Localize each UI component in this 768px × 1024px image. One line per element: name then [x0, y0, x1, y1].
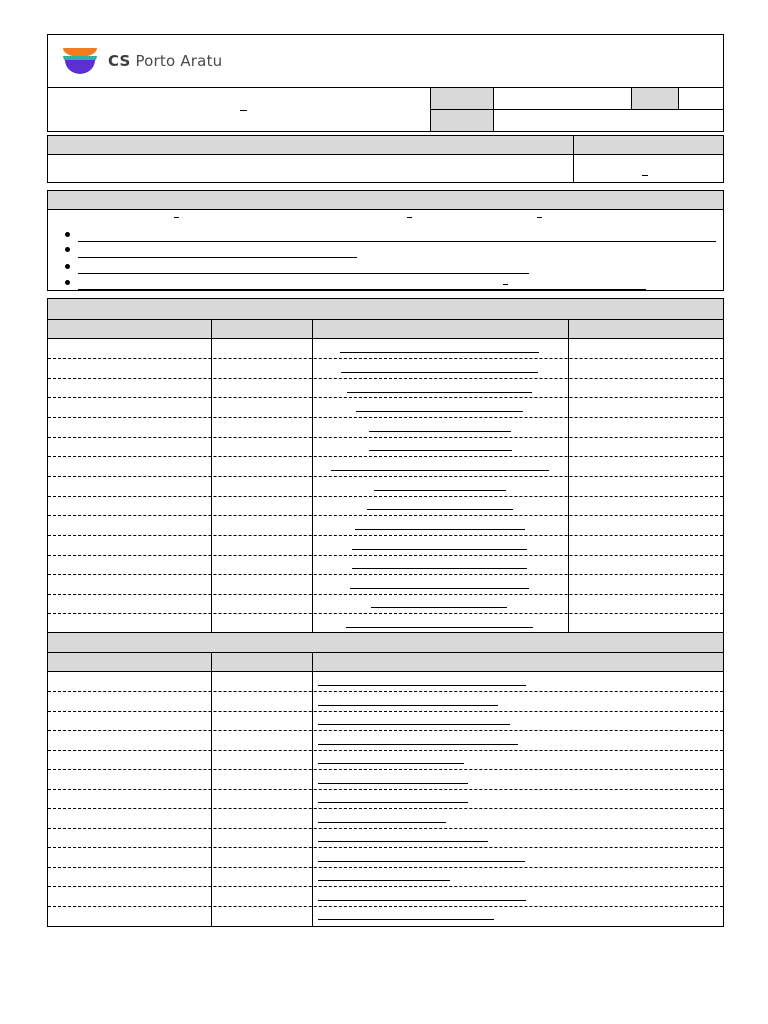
section1-line	[355, 529, 525, 530]
title-info-box	[47, 87, 724, 132]
company-logo-icon	[62, 46, 98, 76]
section2-line	[318, 802, 468, 803]
table-row	[48, 515, 723, 516]
info-label-cell-2	[431, 110, 493, 131]
section1-line	[341, 372, 538, 373]
section2-line	[318, 822, 446, 823]
table-row	[48, 750, 723, 751]
brand-regular: Porto Aratu	[135, 52, 223, 70]
section2-line	[318, 783, 468, 784]
notes-line-4	[78, 289, 646, 290]
brand-bold: CS	[108, 52, 131, 70]
section2-line	[318, 919, 494, 920]
table-row	[48, 358, 723, 359]
section1-line	[369, 431, 511, 432]
bullet-3	[65, 264, 70, 269]
section2-line	[318, 861, 525, 862]
table-row	[48, 789, 723, 790]
table-row	[48, 397, 723, 398]
notes-line-1	[78, 241, 716, 242]
section1-rows	[48, 320, 723, 632]
section2-line	[318, 685, 526, 686]
section1-line	[331, 470, 549, 471]
table-row	[48, 456, 723, 457]
table-row	[48, 886, 723, 887]
info-value-row-1	[494, 109, 723, 110]
section1-line	[352, 568, 527, 569]
company-name	[108, 52, 222, 70]
description-header	[48, 136, 723, 155]
section2-line	[318, 724, 510, 725]
section1-line	[350, 588, 529, 589]
table-row	[48, 574, 723, 575]
section1-line	[371, 607, 507, 608]
section2-title-bar	[48, 632, 723, 653]
header-box	[47, 34, 724, 88]
section1-line	[367, 509, 513, 510]
section2-line	[318, 880, 450, 881]
table-row	[48, 437, 723, 438]
table-row	[48, 535, 723, 536]
section2-line	[318, 900, 526, 901]
section2-line	[318, 705, 498, 706]
table-row	[48, 417, 723, 418]
table-row	[48, 711, 723, 712]
notes-line-2	[78, 257, 357, 258]
section2-rows	[48, 653, 723, 926]
table-row	[48, 691, 723, 692]
bullet-1	[65, 232, 70, 237]
table-row	[48, 613, 723, 614]
bullet-2	[65, 247, 70, 252]
notes-box	[47, 190, 724, 291]
table-row	[48, 906, 723, 907]
table-row	[48, 378, 723, 379]
table-row	[48, 847, 723, 848]
title-dash	[240, 110, 247, 111]
table-row	[48, 555, 723, 556]
table-row	[48, 867, 723, 868]
section1-line	[352, 549, 527, 550]
notes-header	[48, 191, 723, 210]
section2-line	[318, 744, 518, 745]
section1-line	[369, 450, 512, 451]
table-row	[48, 769, 723, 770]
description-dash	[642, 175, 648, 176]
section1-line	[356, 411, 523, 412]
bullet-4	[65, 280, 70, 285]
section1-title-bar	[48, 299, 723, 320]
section2-line	[318, 763, 464, 764]
section2-line	[318, 841, 488, 842]
section1-line	[347, 392, 532, 393]
info-label-cell-3	[632, 88, 678, 109]
table-row	[48, 496, 723, 497]
notes-line-3	[78, 273, 529, 274]
table-row	[48, 808, 723, 809]
section1-line	[346, 627, 533, 628]
info-label-cell-1	[431, 88, 493, 110]
section1-line	[340, 352, 539, 353]
table-row	[48, 730, 723, 731]
table-row	[48, 594, 723, 595]
description-box	[47, 135, 724, 183]
section1-line	[374, 490, 506, 491]
main-table	[47, 298, 724, 927]
table-row	[48, 476, 723, 477]
table-row	[48, 828, 723, 829]
